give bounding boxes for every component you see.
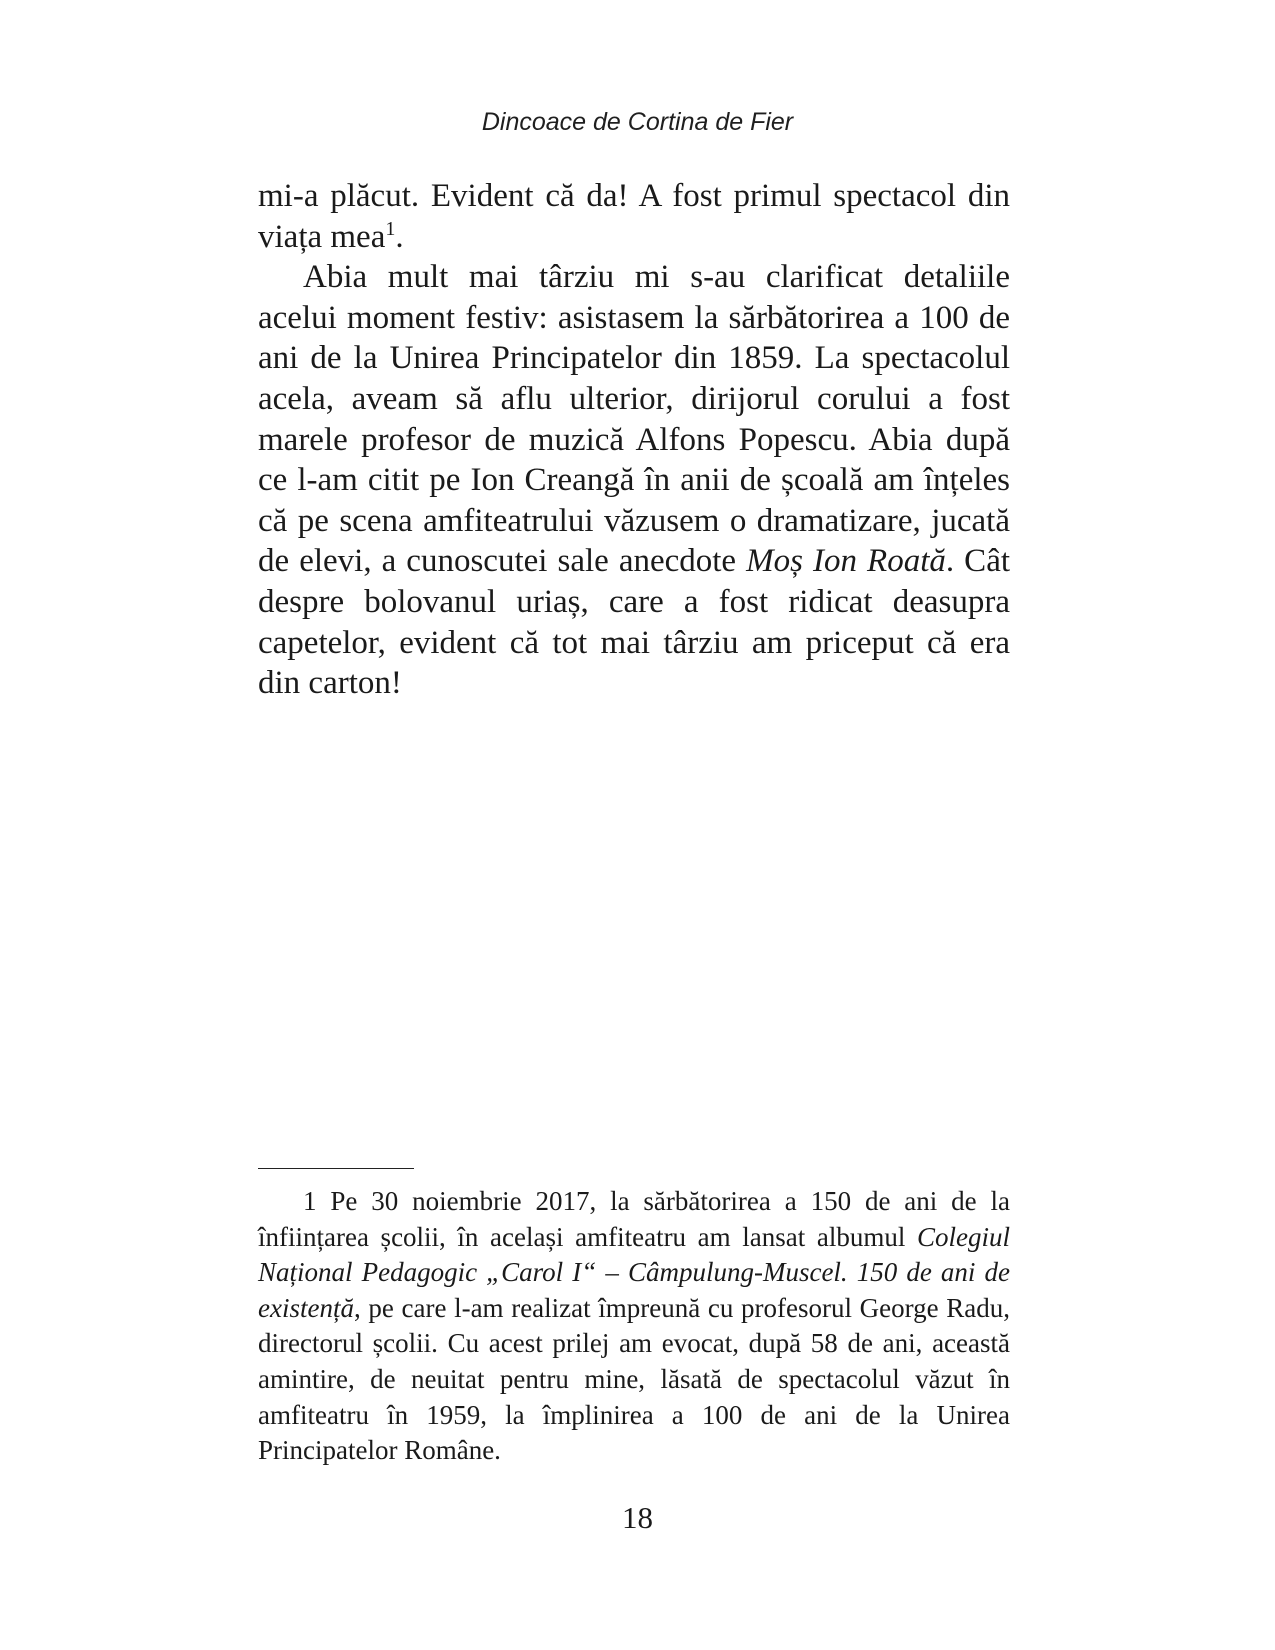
main-text bbox=[258, 176, 1010, 704]
page-number: 18 bbox=[622, 1500, 653, 1535]
paragraph-2-text: Abia mult mai târziu mi s-au clarificat detaliile acelui moment festiv: asistasem la sărbătorirea a 100 de ani de la Unirea Principatelor din 1859. La spectacolul acela, aveam să aflu ulterior, dirijorul corului a fost marele profesor de muzică Alfons Popescu. Abia după ce l-am citit pe Ion Creangă în anii de școală am înțeles că pe scena amfiteatrului văzusem o dramatizare, jucată de elevi, a cunoscutei sale anecdote bbox=[258, 259, 1010, 580]
paragraph-2-rest: . Cât despre bolovanul uriaș, care a fost ridicat deasupra capetelor, evident că tot mai târziu am priceput că era din carton! bbox=[258, 543, 1011, 702]
paragraph-1-end: . bbox=[395, 218, 404, 255]
footnote-paragraph bbox=[258, 1184, 1010, 1469]
paragraph-2 bbox=[258, 257, 1010, 704]
running-title: Dincoace de Cortina de Fier bbox=[481, 108, 794, 136]
footnote bbox=[258, 1184, 1010, 1469]
footnote-marker: 1 bbox=[303, 1186, 317, 1216]
paragraph-1 bbox=[258, 176, 1010, 257]
footnote-reference: 1 bbox=[385, 217, 396, 240]
footnote-text-b: , pe care l-am realizat împreună cu profesorul George Radu, directorul școlii. Cu acest prilej am evocat, după 58 de ani, această amintire, de neuitat pentru mine, lăsată de spectacolul văzut în amfiteatru în 1959, la împlinirea a 100 de ani de la Unirea Principatelor Române. bbox=[258, 1292, 1010, 1466]
album-title: Colegiul Național Pedagogic „Carol I“ – Câmpulung-Muscel. 150 de ani de existență bbox=[258, 1221, 1010, 1323]
paragraph-1-text: mi-a plăcut. Evident că da! A fost primul spectacol din viața mea bbox=[258, 178, 1010, 255]
footnote-text-a: Pe 30 noiembrie 2017, la sărbătorirea a 150 de ani de la înființarea școlii, în același amfiteatru am lansat albumul bbox=[258, 1186, 1010, 1252]
footnote-separator bbox=[258, 1168, 414, 1169]
story-title: Moș Ion Roată bbox=[746, 543, 946, 580]
